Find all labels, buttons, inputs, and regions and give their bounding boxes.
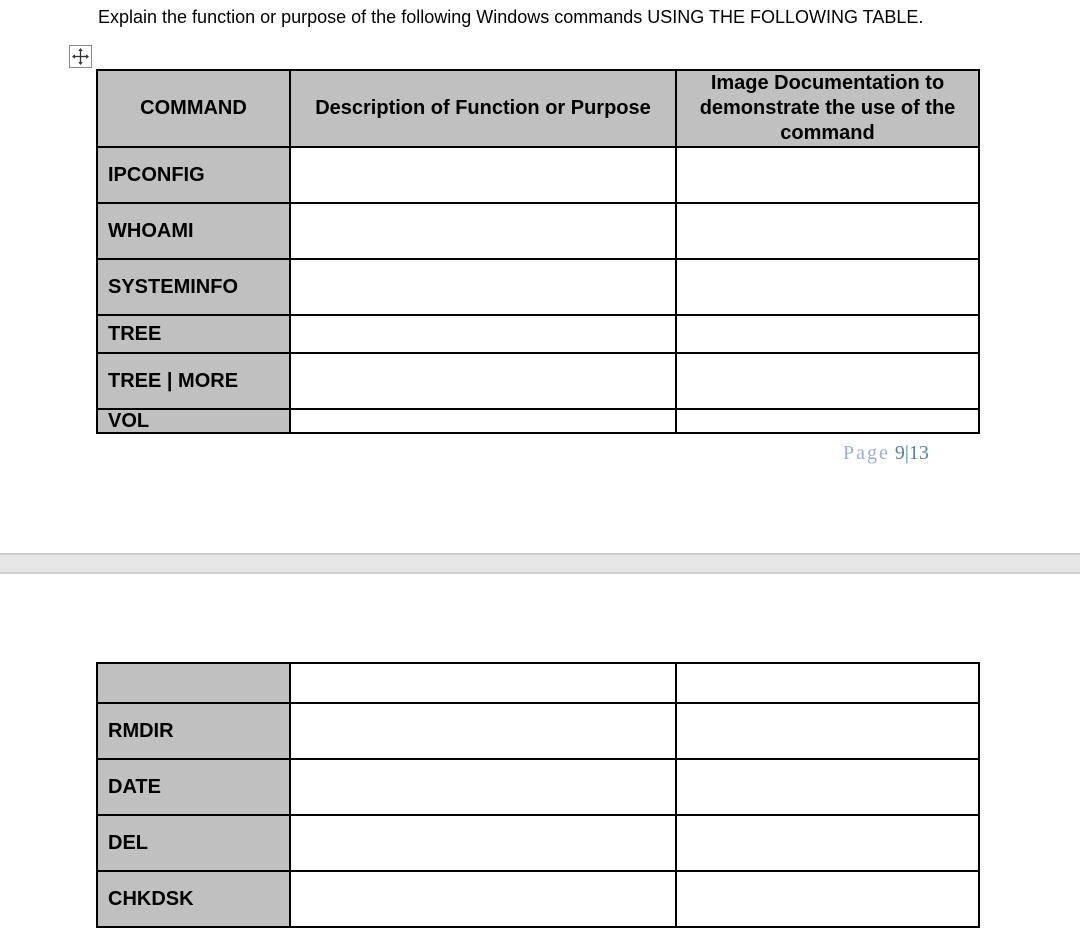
description-cell[interactable] bbox=[290, 353, 676, 409]
table-header-row bbox=[97, 70, 979, 147]
command-cell: DATE bbox=[97, 759, 290, 815]
description-cell[interactable] bbox=[290, 663, 676, 703]
table-row bbox=[97, 815, 979, 871]
table-row bbox=[97, 703, 979, 759]
image-cell[interactable] bbox=[676, 203, 979, 259]
table-row bbox=[97, 315, 979, 353]
image-cell[interactable] bbox=[676, 871, 979, 927]
header-image-documentation: Image Documentation to demonstrate the use of the command bbox=[676, 70, 979, 147]
image-cell[interactable] bbox=[676, 815, 979, 871]
current-page: 9 bbox=[894, 442, 905, 464]
move-cross-icon[interactable] bbox=[69, 45, 92, 68]
header-command: COMMAND bbox=[97, 70, 290, 147]
description-cell[interactable] bbox=[290, 259, 676, 315]
header-description: Description of Function or Purpose bbox=[290, 70, 676, 147]
image-cell[interactable] bbox=[676, 409, 979, 433]
table-row bbox=[97, 759, 979, 815]
image-cell[interactable] bbox=[676, 315, 979, 353]
table-row bbox=[97, 353, 979, 409]
commands-table-page-9 bbox=[96, 69, 980, 434]
command-cell bbox=[97, 663, 290, 703]
image-cell[interactable] bbox=[676, 703, 979, 759]
description-cell[interactable] bbox=[290, 871, 676, 927]
description-cell[interactable] bbox=[290, 759, 676, 815]
image-cell[interactable] bbox=[676, 663, 979, 703]
table-row bbox=[97, 409, 979, 433]
image-cell[interactable] bbox=[676, 759, 979, 815]
instruction-text: Explain the function or purpose of the following Windows commands USING THE FOLLOWING TABLE. bbox=[98, 7, 924, 27]
command-cell: TREE | MORE bbox=[97, 353, 290, 409]
description-cell[interactable] bbox=[290, 703, 676, 759]
command-cell: RMDIR bbox=[97, 703, 290, 759]
command-cell: TREE bbox=[97, 315, 290, 353]
table-row bbox=[97, 147, 979, 203]
description-cell[interactable] bbox=[290, 203, 676, 259]
page-number bbox=[843, 442, 929, 465]
description-cell[interactable] bbox=[290, 147, 676, 203]
total-pages: 13 bbox=[908, 442, 929, 464]
image-cell[interactable] bbox=[676, 259, 979, 315]
table-row bbox=[97, 203, 979, 259]
description-cell[interactable] bbox=[290, 315, 676, 353]
table-row bbox=[97, 663, 979, 703]
page-break-gap bbox=[0, 553, 1080, 574]
command-cell: DEL bbox=[97, 815, 290, 871]
description-cell[interactable] bbox=[290, 815, 676, 871]
command-cell: VOL bbox=[97, 409, 290, 433]
image-cell[interactable] bbox=[676, 353, 979, 409]
image-cell[interactable] bbox=[676, 147, 979, 203]
page-separator: | bbox=[904, 442, 909, 464]
commands-table-page-10 bbox=[96, 662, 980, 928]
command-cell: IPCONFIG bbox=[97, 147, 290, 203]
table-row bbox=[97, 871, 979, 927]
table-row bbox=[97, 259, 979, 315]
page-label: Page bbox=[843, 442, 890, 464]
description-cell[interactable] bbox=[290, 409, 676, 433]
command-cell: SYSTEMINFO bbox=[97, 259, 290, 315]
command-cell: WHOAMI bbox=[97, 203, 290, 259]
command-cell: CHKDSK bbox=[97, 871, 290, 927]
